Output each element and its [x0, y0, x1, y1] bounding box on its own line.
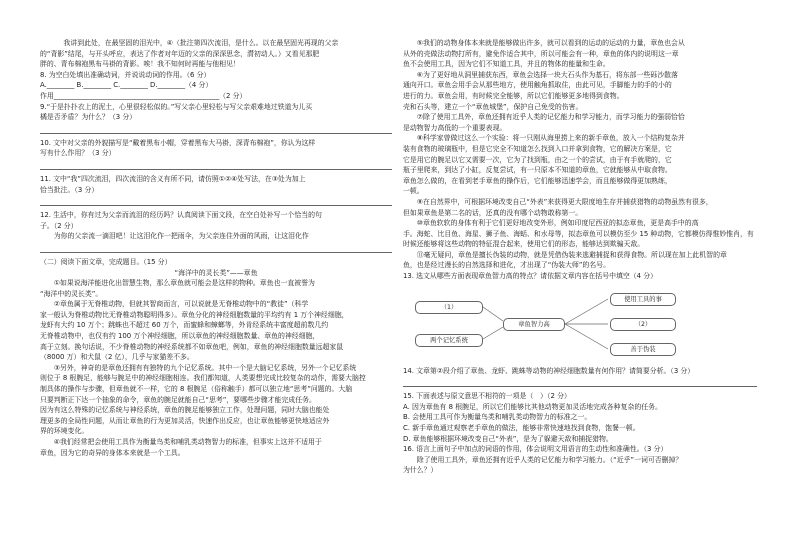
right-column	[403, 38, 757, 476]
article-title: “海洋中的灵长类”——章鱼	[174, 268, 258, 277]
text-line: “海洋中的灵长类”。	[40, 289, 103, 298]
text-line: ②章鱼属于无脊椎动物，但就其智商而言，可以说就是无脊椎动物中的“教徒”（科学	[40, 300, 309, 309]
text-line: ⑧科学家曾做过这么一个实验：将一只刚从海里捞上来的新手章鱼，放入一个结构复杂并	[403, 134, 685, 143]
text-line: 但如果章鱼是第二名的话，还真的没有哪个动物敢称第一。	[403, 208, 583, 217]
text-line: 理更多的全局性问题，从而让章鱼的行为更加灵活，快速作出反应，也让章鱼能够更快地适应外	[40, 416, 330, 425]
text-line: ⑨在自然界中，可根据环境改变自己“外表”来获得更大限度地生存并捕获猎物的动物虽然有很多，	[403, 197, 713, 206]
answer-line	[40, 243, 392, 253]
text-line: 无脊椎动物中，也仅有约 100 万个神经细胞，所以章鱼的神经细胞数量、章鱼的神经细胞，	[40, 332, 320, 341]
text-line: 胖的、青布棉袍黑布马褂的背影。唉！我不知何时再能与他相见！	[40, 60, 240, 69]
text-line: 通向开口。章鱼会用手会从那些地方，使用触角抓取住，由此可见，手脚能力的手的小的	[403, 81, 672, 90]
text-line: 为你的父亲流一滴泪吧！让这泪化作一把雨伞，为父亲连住外面的风雨，让这泪化作	[40, 232, 309, 241]
text-line: 壳和石头等，建立一个“章鱼城堡”，保护自己免受的伤害。	[403, 102, 583, 111]
text-line: 章鱼怎么做的，在看到老手章鱼的操作后，它们能够迅速学会，而且能够做得更加熟练，	[403, 176, 672, 185]
question-8: 8. 为空白处填出准确动词，并说说动词的作用。（6 分）	[40, 70, 211, 79]
answer-line	[403, 377, 757, 387]
text-line: ⑦除了使用工具外，章鱼还拥有近乎人类的记忆能力和学习能力，而学习能力的强弱恰恰	[403, 113, 685, 122]
diagram-box-center: 章鱼智力高	[503, 318, 565, 331]
answer-line	[40, 160, 392, 170]
text-line: ①如果说海洋能进化出智慧生物，那么章鱼就可能会是这样的物种。章鱼也一直被誉为	[40, 279, 315, 288]
text-line: 界的环境变化。	[40, 427, 89, 436]
text-line: 章鱼，因为它的奇异的身体本来就是一个工具。	[40, 448, 185, 457]
question-16: 16. 语言上面句子中加点的词语的作用，体会说明文用语言的生动性和准确性。（3 分）	[403, 445, 668, 454]
question-14: 14. 文章第②段介绍了章鱼、龙虾、跳蛛等动物的神经细胞数量有何作用？请简要分析。（3 分）	[403, 366, 695, 375]
option-a: A. 因为章鱼有 8 根腕足，所以它们能够比其他动物更加灵活地完成各种复杂的任务。	[403, 402, 662, 411]
text-line: 制具体的操作与步骤，但章鱼就不一样，它的 8 根腕足（俗称触手）都可以独立地“思考”问题的。大脑	[40, 385, 353, 394]
diagram-connectors	[403, 285, 757, 363]
text-line: 鱼不会使用工具，因为它们不知道工具，并且的物体的能量和生命。	[403, 60, 610, 69]
text-line: A.________ B.________ C.________ D.________（4 分）	[40, 81, 213, 90]
text-line: 则位于 8 根腕足，能够与腕足中的神经细胞相连。我们都知道，人类要想完成比较复杂的动作，需要大脑控	[40, 374, 366, 383]
text-line: （8000 万）和犬鼠（2 亿），几乎与家猫差不多。	[40, 353, 194, 362]
text-line: 鱼，也是经过漫长的自然选择和进化，才出现了“伪装大师”的名号。	[403, 261, 610, 270]
left-column	[40, 38, 392, 458]
text-line: 子。（2 分）	[40, 221, 78, 230]
text-line: 进行的力。章鱼会用，有时候完全能够，所以它们能够更多地得到食物。	[403, 91, 624, 100]
text-line: ③另外，神奇的是章鱼还拥有有独特的九个记忆系统。其中一个是大脑记忆系统，另外一个记忆系统	[40, 363, 357, 372]
text-line: 瓶子里爬来，到达了小缸，反复尝试，有一只原本不知道的章鱼，它就能够从中取食物。	[403, 166, 672, 175]
question-12: 12. 生活中，你有过为父亲而流泪的经历吗？认真阅读下面文段，在空白处补写一个恰当的句	[40, 211, 322, 220]
text-line: 我讲到此处，在最坚固的泪光中，④（批注第四次流泪，是什么。以在最坚固光再现的父亲	[49, 39, 339, 47]
question-11: 11. 文中“我”四次流泪，四次流泪的含义有所不同，请仿照①②④处写法，在③处为加上	[40, 174, 306, 183]
text-line: 高于立刻。换句话说，不少脊椎动物的神经系统都不如章鱼吧，例如，章鱼的神经细胞数量远超家鼠	[40, 342, 344, 351]
text-line: 的“背影”结尾，与开头呼应，表达了作者对年迈的父亲的深深思念，潸初动人。）又看见那肥	[40, 49, 320, 58]
text-line: 龙虾有大约 10 万个；跳蛛也不超过 60 万个，而蜜蜂和蟑螂等，外肯经系统丰富度超前数几约	[40, 321, 329, 330]
text-line: ⑤我们的动物身体本来就是能够做出许多，就可以看到的运动的运动的力量，章鱼也会从	[403, 39, 685, 47]
text-line: 装有食物的玻璃瓶中，但是它完全不知道怎么找到入口并拿到食物，它的解决方案是，它	[403, 144, 672, 153]
text-line: 作用________________________________________________（2 分）	[40, 91, 247, 100]
mind-map-diagram	[403, 285, 757, 363]
text-line: 为什么？）	[403, 466, 438, 475]
option-d: D. 章鱼能够根据环境改变自己“外表”，是为了躲避天敌和捕捉猎物。	[403, 434, 613, 443]
diagram-box-memory: 两个记忆系统	[415, 334, 483, 347]
section-heading: （二）阅读下面文章，完成题目。（15 分）	[40, 257, 172, 266]
question-13: 13. 选文从哪些方面表现章鱼智力高的特点？请依据文章内容在括号中填空（4 分）	[403, 272, 658, 281]
diagram-box-disguise: 善于伪装	[610, 343, 676, 356]
question-9: 9.“于是扑扑衣上的泥土，心里很轻松似的。”写父亲心里轻松与写父亲艰难地过铁道为儿买	[40, 102, 313, 111]
text-line: 写有什么作用？（3 分）	[40, 149, 116, 158]
text-line: ⑥为了更好地从洞里捕获东西，章鱼会选择一块大石头作为基石，将东部一些砾沙散落	[403, 70, 678, 79]
text-line: 除了使用工具外，章鱼还拥有近乎人类的记忆能力和学习能力。（“近乎”一词可否删掉？	[403, 455, 683, 464]
text-line: 橘是否矛盾？为什么？（3 分）	[40, 113, 137, 122]
text-line: 从外的壳做法动物打所有，避免作适合其中，所以可能会有一种，章鱼的体内的说明这一章	[403, 49, 679, 58]
text-line: ④我们经常把会使用工具作为衡量鸟类和哺乳类动物智力的标准，但事实上这并不适用于	[40, 438, 322, 446]
answer-line	[40, 124, 392, 134]
text-line: 恰当批注。（3 分）	[40, 185, 99, 194]
text-line: 家一般认为脊椎动物比无脊椎动物聪明得多）。章鱼分化的神经细胞数量的平均约有 1 万个神经细胞，	[40, 310, 349, 319]
question-15: 15. 下面表述与原文意思不相符的一项是（ ）（2 分）	[403, 392, 571, 401]
text-line: ⑩章鱼软软的身体有利于它们更好地改变外形，例如印度尼西亚的拟态章鱼，更是高手中的高	[403, 219, 699, 228]
text-line: 只要判断正下达一个抽象的命令，章鱼的腕足就能自己“思考”，要哪些步骤才能完成任务。	[40, 395, 316, 404]
text-line: 它是用它的腕足以它又需要一次，它为了找到瓶，由之一个的尝试，由于有手就爬的，它	[403, 155, 672, 164]
option-b: B. 会使用工具可作为衡量鸟类和哺乳类动物智力的标准之一。	[403, 413, 592, 422]
option-c: C. 新手章鱼通过观察老手章鱼的做法，能够非常快速地找到食物，饱餐一顿。	[403, 424, 640, 433]
text-line: 因为有这么特殊的记忆系统与神经系统，章鱼的腕足能够独立工作，处理问题，同时大脑也能处	[40, 406, 330, 415]
text-line: 一顿。	[403, 187, 424, 196]
question-10: 10. 文中对父亲的外貌描写是“戴着黑布小帽，穿着黑布大马褂，深青布棉袍”，你认为这样	[40, 138, 316, 147]
answer-line	[40, 196, 392, 206]
text-line: 手。海蛇、比目鱼、海星、狮子鱼、海蛞、和水母等，拟态章鱼可以模仿至少 15 种动物，它都模仿得惟妙惟肖，有	[403, 229, 754, 238]
text-line: ⑪毫无疑问，章鱼是擅长伪装的动物，就是凭借伪装来逃避捕捉和获得食物。所以现在加上此机智的章	[403, 250, 727, 259]
text-line: 时候还能够将这些动物的特征混合起来，使用它们的形态，能够达到欺骗天敌。	[403, 240, 645, 249]
text-line: 是动物智力高低的一个重要表现。	[403, 123, 507, 132]
diagram-box-1: （1）	[415, 301, 483, 314]
diagram-box-2: （2）	[610, 318, 676, 331]
diagram-box-tools: 使用工具的事	[610, 293, 676, 306]
